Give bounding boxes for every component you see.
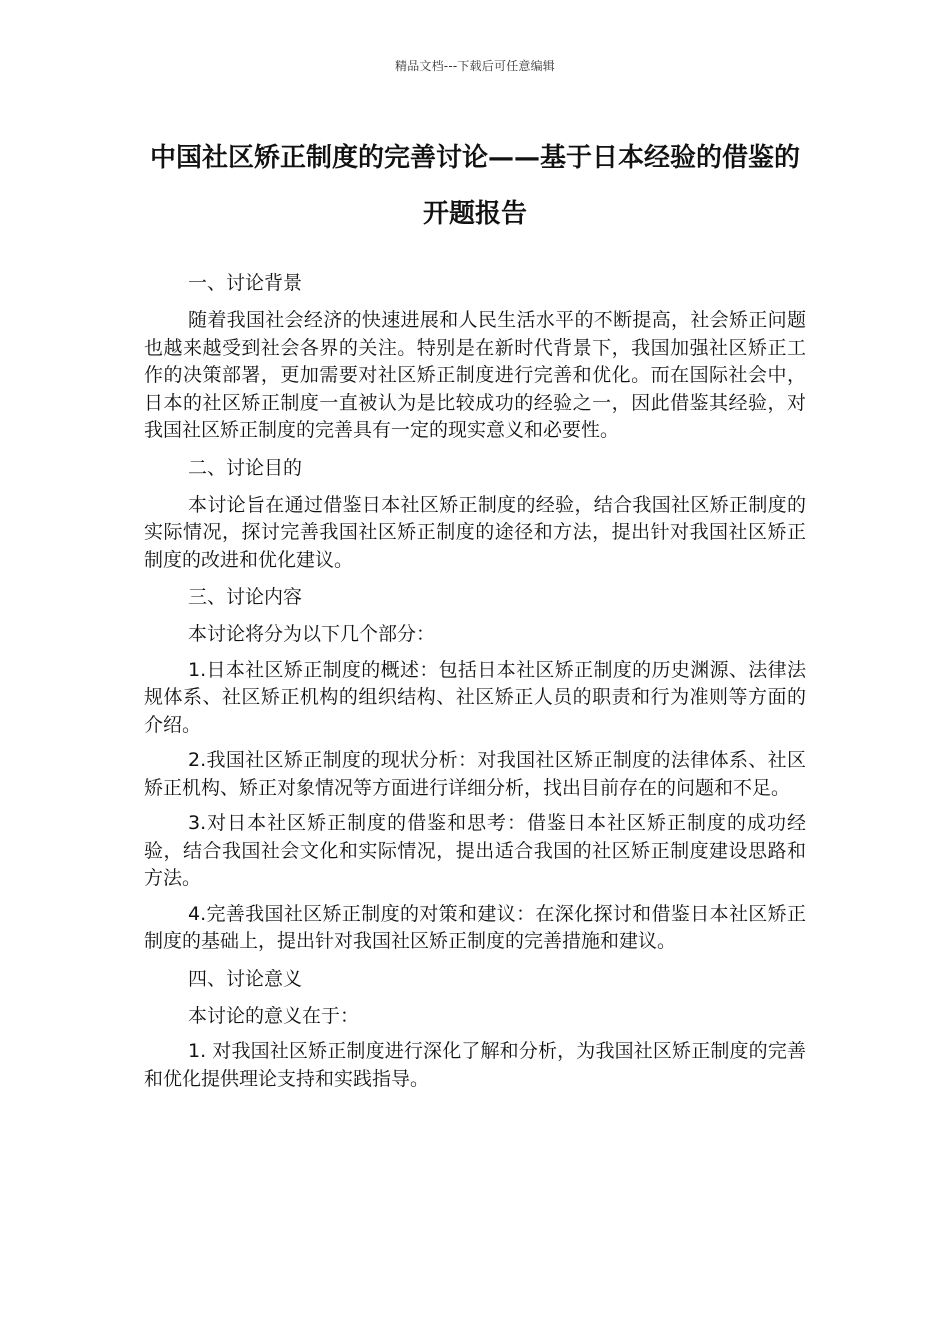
document-body: [144, 268, 806, 1101]
section-heading-significance: 四、讨论意义: [188, 967, 303, 990]
list-item-content-2: 2.我国社区矫正制度的现状分析：对我国社区矫正制度的法律体系、社区矫正机构、矫正对象情况等方面进行详细分析，找出目前存在的问题和不足。: [144, 749, 806, 799]
list-item-content-4: 4.完善我国社区矫正制度的对策和建议：在深化探讨和借鉴日本社区矫正制度的基础上，提出针对我国社区矫正制度的完善措施和建议。: [144, 902, 806, 952]
list-item-content-1: 1.日本社区矫正制度的概述：包括日本社区矫正制度的历史渊源、法律法规体系、社区矫正机构的组织结构、社区矫正人员的职责和行为准则等方面的介绍。: [144, 658, 806, 736]
list-item-content-3: 3.对日本社区矫正制度的借鉴和思考：借鉴日本社区矫正制度的成功经验，结合我国社会文化和实际情况，提出适合我国的社区矫正制度建设思路和方法。: [144, 812, 806, 889]
page-header: 精品文档---下载后可任意编辑: [395, 59, 555, 73]
paragraph-background: 随着我国社会经济的快速进展和人民生活水平的不断提高，社会矫正问题也越来越受到社会各界的关注。特别是在新时代背景下，我国加强社区矫正工作的决策部署，更加需要对社区矫正制度进行完善和优化。而在国际社会中，日本的社区矫正制度一直被认为是比较成功的经验之一，因此借鉴其经验，对我国社区矫正制度的完善具有一定的现实意义和必要性。: [144, 309, 806, 441]
section-heading-content: 三、讨论内容: [188, 586, 303, 608]
document-title: 中国社区矫正制度的完善讨论——基于日本经验的借鉴的开题报告: [149, 143, 800, 229]
paragraph-content-intro: 本讨论将分为以下几个部分：: [188, 623, 436, 645]
section-heading-background: 一、讨论背景: [188, 272, 303, 294]
paragraph-purpose: 本讨论旨在通过借鉴日本社区矫正制度的经验，结合我国社区矫正制度的实际情况，探讨完善我国社区矫正制度的途径和方法，提出针对我国社区矫正制度的改进和优化建议。: [144, 493, 806, 571]
section-heading-purpose: 二、讨论目的: [188, 456, 303, 479]
paragraph-significance-intro: 本讨论的意义在于：: [188, 1004, 360, 1027]
list-item-significance-1: 1. 对我国社区矫正制度进行深化了解和分析，为我国社区矫正制度的完善和优化提供理论支持和实践指导。: [144, 1040, 806, 1090]
